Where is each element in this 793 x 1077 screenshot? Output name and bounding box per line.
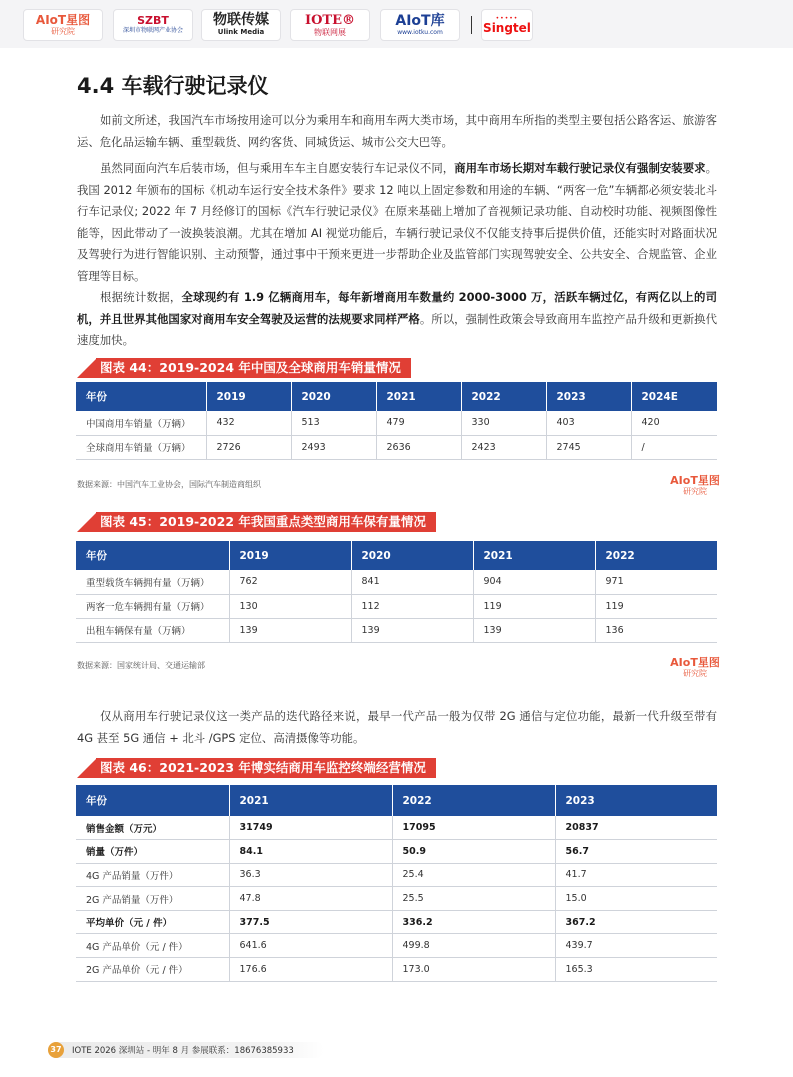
paragraph-intro: 如前文所述，我国汽车市场按用途可以分为乘用车和商用车两大类市场，其中商用车所指的类型主要包括公路客运、旅游客运、危化品运输车辆、重型载货、网约客货、同城货运、城市公交大巴等。: [77, 113, 717, 149]
column-header: 2020: [351, 541, 473, 570]
caption-ribbon-icon: [77, 512, 97, 532]
table-cell: 平均单价（元 / 件）: [76, 910, 229, 934]
table-header-row: [76, 541, 717, 570]
footer-text: IOTE 2026 深圳站 - 明年 8 月 参展联系：18676385933: [72, 1046, 294, 1056]
table-cell: 15.0: [555, 887, 717, 911]
figure-44-table: [76, 382, 717, 460]
paragraph-mandate: [77, 158, 717, 287]
table-cell: 两客一危车辆拥有量（万辆）: [76, 594, 229, 618]
column-header: 年份: [76, 541, 229, 570]
paragraph-emphasis: 商用车市场长期对车载行驶记录仪有强制安装要求: [454, 161, 706, 175]
table-row: [76, 887, 717, 911]
table-cell: 377.5: [229, 910, 392, 934]
iote-logo[interactable]: [290, 9, 370, 41]
table-cell: 17095: [392, 816, 555, 840]
caption-text: 图表 44：2019-2024 年中国及全球商用车销量情况: [96, 358, 411, 378]
figure-44-source: 数据来源：中国汽车工业协会，国际汽车制造商组织: [77, 480, 261, 489]
table-cell: 420: [631, 411, 717, 435]
column-header: 2023: [546, 382, 631, 411]
table-row: [76, 816, 717, 840]
paragraph-text: 。我国 2012 年颁布的国标《机动车运行安全技术条件》要求 12 吨以上固定参数和用途的车辆、“两客一危”车辆都必须安装北斗行车记录仪; 2022 年 7 月经修订的国标《汽车行驶记录仪》在原来基础上增加了音视频记录功能、自动校时功能、视频图像性能等，因此带动了一波换装浪潮。尤其在增加 AI 视觉功能后，车辆行驶记录仪不仅能支持事后提供价值，还能实时对路面状况及驾驶行为进行智能识别、主动预警，通过事中干预来更进一步帮助企业及监管部门实现驾驶安全、公共安全、合规监管、企业管理等目标。: [77, 161, 717, 283]
table-row: [76, 618, 717, 642]
caption-ribbon-icon: [77, 358, 97, 378]
figure-45-table: [76, 541, 717, 643]
table-cell: 432: [206, 411, 291, 435]
table-cell: 176.6: [229, 958, 392, 982]
aiot-research-logo[interactable]: [23, 9, 103, 41]
table-cell: 20837: [555, 816, 717, 840]
table-cell: 2726: [206, 435, 291, 459]
section-title: 4.4 车载行驶记录仪: [77, 74, 269, 98]
logo-text: IOTE®: [305, 12, 355, 28]
figure-45-caption: [77, 512, 436, 532]
table-cell: 904: [473, 570, 595, 594]
logo-subtext: 研究院: [51, 27, 75, 36]
column-header: 2021: [376, 382, 461, 411]
figure-46-table: [76, 785, 717, 982]
column-header: 年份: [76, 382, 206, 411]
column-header: 2019: [229, 541, 351, 570]
logo-subtext: 物联网展: [314, 27, 346, 37]
header-logo-strip: [0, 0, 793, 48]
logo-subtext: Ulink Media: [217, 28, 265, 36]
table-row: [76, 570, 717, 594]
column-header: 2024E: [631, 382, 717, 411]
table-cell: 513: [291, 411, 376, 435]
column-header: 2021: [229, 785, 392, 816]
table-cell: 出租车辆保有量（万辆）: [76, 618, 229, 642]
paragraph-emphasis: 全球现约有 1.9 亿辆商用车，每年新增商用车数量约 2000-3000 万，活跃车辆过亿，有两亿以上的司机，并且世界其他国家对商用车安全驾驶及运营的法规要求同样严格: [77, 290, 717, 326]
column-header: 2021: [473, 541, 595, 570]
table-cell: 2745: [546, 435, 631, 459]
figure-46-caption: [77, 758, 436, 778]
logo-divider: [471, 16, 472, 34]
aiot-watermark: [667, 474, 723, 500]
table-cell: 119: [473, 594, 595, 618]
table-cell: 173.0: [392, 958, 555, 982]
logo-subtext: www.iotku.com: [397, 28, 443, 36]
table-cell: 25.4: [392, 863, 555, 887]
szbt-logo[interactable]: [113, 9, 193, 41]
table-cell: 销售金额（万元）: [76, 816, 229, 840]
table-cell: 139: [351, 618, 473, 642]
table-cell: 47.8: [229, 887, 392, 911]
figure-45-source: 数据来源：国家统计局、交通运输部: [77, 661, 205, 670]
column-header: 2022: [392, 785, 555, 816]
table-cell: 971: [595, 570, 717, 594]
paragraph-text: 虽然同面向汽车后装市场，但与乘用车车主自愿安装行车记录仪不同，: [100, 161, 455, 175]
caption-text: 图表 46：2021-2023 年博实结商用车监控终端经营情况: [96, 758, 436, 778]
table-cell: 439.7: [555, 934, 717, 958]
watermark-subtext: 研究院: [683, 487, 707, 496]
table-cell: 841: [351, 570, 473, 594]
table-cell: 41.7: [555, 863, 717, 887]
table-cell: 25.5: [392, 887, 555, 911]
table-row: [76, 863, 717, 887]
table-cell: 56.7: [555, 840, 717, 864]
page-footer: [48, 1042, 324, 1058]
page-number: 37: [48, 1042, 64, 1058]
table-row: [76, 934, 717, 958]
aiotku-logo[interactable]: [380, 9, 460, 41]
table-cell: 136: [595, 618, 717, 642]
column-header: 2023: [555, 785, 717, 816]
table-header-row: [76, 382, 717, 411]
table-cell: 2493: [291, 435, 376, 459]
ulink-media-logo[interactable]: [201, 9, 281, 41]
table-header-row: [76, 785, 717, 816]
caption-text: 图表 45：2019-2022 年我国重点类型商用车保有量情况: [96, 512, 436, 532]
table-cell: 2G 产品单价（元 / 件）: [76, 958, 229, 982]
table-cell: 641.6: [229, 934, 392, 958]
table-cell: 84.1: [229, 840, 392, 864]
logo-text: SZBT: [137, 14, 169, 27]
paragraph-product-iteration: 仅从商用车行驶记录仪这一类产品的迭代路径来说，最早一代产品一般为仅带 2G 通信与定位功能，最新一代升级至带有 4G 甚至 5G 通信 + 北斗 /GPS 定位、高清摄像等功能。: [77, 709, 717, 745]
caption-ribbon-icon: [77, 758, 97, 778]
paragraph-statistics: [77, 287, 717, 352]
singtel-logo[interactable]: [481, 9, 533, 41]
table-row: [76, 594, 717, 618]
table-cell: 销量（万件）: [76, 840, 229, 864]
table-cell: 31749: [229, 816, 392, 840]
table-cell: 139: [473, 618, 595, 642]
table-row: [76, 435, 717, 459]
column-header: 2022: [461, 382, 546, 411]
table-cell: 165.3: [555, 958, 717, 982]
table-cell: 479: [376, 411, 461, 435]
table-cell: /: [631, 435, 717, 459]
table-cell: 403: [546, 411, 631, 435]
table-cell: 全球商用车销量（万辆）: [76, 435, 206, 459]
paragraph-text: 。所以，强制性政策会导致商用车监控产品升级和更新换代速度加快。: [77, 311, 717, 347]
logo-subtext: 深圳市物联网产业协会: [122, 27, 183, 34]
table-cell: 36.3: [229, 863, 392, 887]
column-header: 2022: [595, 541, 717, 570]
column-header: 2019: [206, 382, 291, 411]
table-cell: 2636: [376, 435, 461, 459]
table-cell: 130: [229, 594, 351, 618]
column-header: 年份: [76, 785, 229, 816]
logo-text: Singtel: [483, 21, 531, 35]
table-cell: 重型载货车辆拥有量（万辆）: [76, 570, 229, 594]
table-row: [76, 958, 717, 982]
watermark-text: AIoT星图: [670, 656, 720, 669]
table-row: [76, 840, 717, 864]
table-cell: 499.8: [392, 934, 555, 958]
table-cell: 50.9: [392, 840, 555, 864]
watermark-text: AIoT星图: [670, 474, 720, 487]
table-cell: 2G 产品销量（万件）: [76, 887, 229, 911]
table-cell: 112: [351, 594, 473, 618]
column-header: 2020: [291, 382, 376, 411]
table-cell: 119: [595, 594, 717, 618]
table-cell: 中国商用车销量（万辆）: [76, 411, 206, 435]
logo-text: AIoT库: [395, 12, 445, 29]
table-cell: 367.2: [555, 910, 717, 934]
table-cell: 4G 产品单价（元 / 件）: [76, 934, 229, 958]
paragraph-text: 根据统计数据，: [100, 290, 182, 304]
table-cell: 139: [229, 618, 351, 642]
logo-text: AIoT星图: [35, 13, 91, 27]
table-cell: 4G 产品销量（万件）: [76, 863, 229, 887]
figure-44-caption: [77, 358, 411, 378]
watermark-subtext: 研究院: [683, 669, 707, 678]
aiot-watermark: [667, 656, 723, 682]
table-cell: 330: [461, 411, 546, 435]
logo-text: 物联传媒: [213, 12, 269, 28]
table-cell: 762: [229, 570, 351, 594]
table-row: [76, 910, 717, 934]
singtel-dots-icon: •••••: [495, 15, 519, 22]
table-row: [76, 411, 717, 435]
table-cell: 2423: [461, 435, 546, 459]
table-cell: 336.2: [392, 910, 555, 934]
